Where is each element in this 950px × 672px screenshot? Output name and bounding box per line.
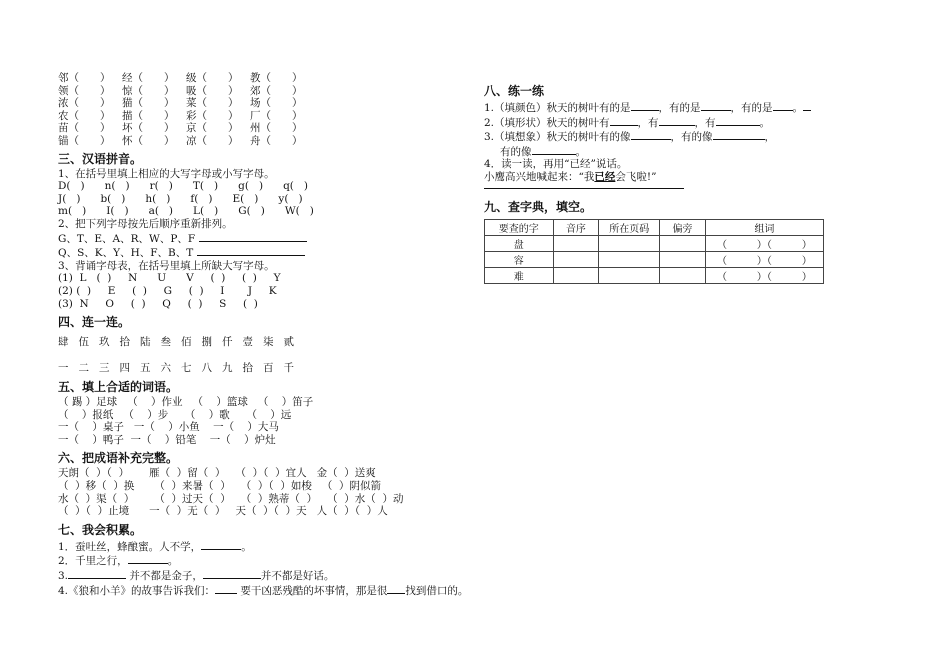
idiom-line: 天朗（ ）（ ） 雁（ ）留（ ） （ ）（ ）宜人 金（ ）送爽 [58,467,376,480]
answer-cell[interactable] [660,235,706,251]
section-9-title: 九、查字典，填空。 [484,199,593,214]
section-7-title: 七、我会积累。 [58,522,143,537]
text: 。 [575,145,586,158]
practice-line-1 [484,100,824,115]
query-char: 容 [485,251,554,267]
text: 并不都是金子， [126,570,203,583]
numeral-char[interactable]: 壹 [242,336,253,349]
blank[interactable] [68,568,126,579]
word-fill-line: （ 踢 ）足球 （ ）作业 （ ）篮球 （ ）笛子 [58,396,314,409]
section-5-title: 五、填上合适的词语。 [58,380,179,395]
numeral-char[interactable]: 肆 [58,336,69,349]
table-row [485,235,824,251]
pinyin-line [58,193,458,206]
section-4-title: 四、连一连。 [58,315,131,330]
answer-cell[interactable] [599,251,660,267]
char-cell: 苗（ ） [58,122,111,135]
upper-numerals [58,335,458,349]
blank[interactable] [716,115,760,126]
char-cell: 京（ ） [186,122,239,135]
text: ，有的是 [658,102,701,114]
practice-line-3b [484,144,824,159]
numeral-char[interactable]: 六 [160,362,171,375]
numeral-char[interactable]: 三 [99,362,110,375]
text: 。 [759,116,771,129]
idiom-line: （ ）移（ ）换 （ ）来暑（ ） （ ）（ ）如梭 （ ）阴似箭 [58,480,382,493]
char-groups [58,72,458,148]
text: 1、在括号里填上相应的大写字母或小写字母。 [58,167,275,180]
char-cell: 经（ ） [122,72,175,84]
text: 2、把下列字母按先后顺序重新排列。 [58,217,233,230]
char-row [58,135,458,148]
blank[interactable] [701,100,731,111]
idiom-line: 水（ ）渠（ ） （ ）过天（ ） （ ）熟蒂（ ） （ ）水（ ）动 [58,492,404,505]
numeral-char[interactable]: 千 [283,362,294,375]
table-header-cell: 音序 [553,219,599,235]
table-row [485,267,824,283]
numeral-char[interactable]: 七 [181,362,192,375]
blank[interactable] [773,100,793,111]
numeral-char[interactable]: 伍 [78,336,89,349]
practice-line-3 [484,129,824,144]
char-cell: 场（ ） [250,97,303,110]
idiom-line: （ ）（ ）止境 一（ ）无（ ） 天（ ）（ ）天 人（ ）（ ）人 [58,505,388,518]
pinyin-line [58,205,458,218]
word-fill-line: （ ）报纸 （ ）步 （ ）歌 （ ）远 [58,408,292,421]
char-row [58,97,458,110]
answer-blank[interactable] [197,245,305,256]
section-3-title: 三、汉语拼音。 [58,151,143,166]
char-row [58,110,458,123]
numeral-char[interactable]: 拾 [242,362,253,375]
word-fill-lines [58,396,458,446]
section-6-title: 六、把成语补充完整。 [58,451,179,466]
blank[interactable] [631,129,671,140]
char-cell: 坏（ ） [122,122,175,135]
blank[interactable] [610,115,638,126]
practice-line-4: 4．读一读，再用“已经”说话。 [484,158,628,171]
text: ，有的像 [670,131,713,144]
text: J( ) b( ) h( ) f( ) E( ) y( ) [58,192,303,205]
blank[interactable] [203,568,261,579]
text: 3. [58,570,69,583]
numeral-char[interactable]: 仟 [222,336,233,349]
numeral-char[interactable]: 拾 [119,336,130,349]
accumulate-line-4 [58,583,469,598]
pinyin-line [58,272,458,285]
text: 2.（填形状）秋天的树叶有 [484,116,610,129]
table-header-cell: 所在页码 [599,219,660,235]
table-header-row [485,219,824,235]
numeral-char[interactable]: 二 [78,362,89,375]
numeral-char[interactable]: 四 [119,362,130,375]
numeral-char[interactable]: 佰 [181,336,192,349]
blank[interactable] [387,583,405,594]
word-cell[interactable]: （ ）（ ） [705,235,823,251]
emphasis-word: 已经 [594,170,616,183]
text: ， [764,131,776,144]
word-fill-line: 一（ ）桌子 一（ ）小鱼 一（ ）大马 [58,421,279,434]
char-cell: 怀（ ） [122,134,175,147]
char-cell: 菜（ ） [186,97,239,110]
section-8-title: 八、练一练 [484,84,545,98]
answer-cell[interactable] [599,267,660,283]
text: 找到借口的。 [405,584,469,597]
text: 。 [241,540,252,553]
pinyin-line [58,260,458,273]
text: 会飞啦!” [615,170,657,183]
char-row [58,85,458,98]
blank[interactable] [631,100,659,111]
text: 要干凶恶残酷的坏事情，那是很 [237,584,388,597]
text: 有的像 [500,145,532,158]
text: ，有 [637,116,659,129]
char-row [58,122,458,135]
char-cell: 邻（ ） [58,72,111,84]
pinyin-line [58,168,458,181]
word-fill-line: 一（ ）鸭子 一（ ）铅笔 一（ ）炉灶 [58,433,276,446]
accumulate-line-1 [58,539,458,554]
query-char: 难 [485,267,554,283]
char-cell: 浓（ ） [58,97,111,110]
blank[interactable] [659,115,695,126]
text: m( ) I( ) a( ) L( ) G( ) W( ) [58,205,314,218]
char-cell: 级（ ） [186,72,239,84]
text: 3、背诵字母表，在括号里填上所缺大写字母。 [58,259,275,272]
answer-cell[interactable] [553,251,599,267]
pinyin-line [58,298,458,311]
left-column [58,72,469,597]
accumulate-line-3 [58,568,458,583]
blank[interactable] [215,583,237,594]
numeral-char[interactable]: 玖 [99,336,110,349]
numeral-char[interactable]: 叁 [160,336,171,349]
pinyin-line [58,231,458,246]
pinyin-line [58,245,458,260]
blank[interactable] [532,144,576,155]
char-cell: 猫（ ） [122,97,175,110]
text: 2．千里之行， [58,555,128,568]
text: (2) ( ) E ( ) G ( ) I J K [58,284,277,297]
numeral-char[interactable]: 八 [201,362,212,375]
numeral-char[interactable]: 贰 [283,336,294,349]
answer-cell[interactable] [660,251,706,267]
text: 小鹰高兴地喊起来：“我 [484,170,595,183]
answer-line[interactable] [484,184,684,189]
answer-cell[interactable] [553,235,599,251]
text: ，有的是 [730,102,773,114]
pinyin-line [58,180,458,193]
blank[interactable] [201,539,241,550]
blank [803,100,811,111]
char-cell: 州（ ） [250,122,303,135]
dictionary-table [484,219,824,284]
char-cell: 领（ ） [58,84,111,97]
char-row [58,72,458,85]
pinyin-line [58,285,458,298]
char-cell: 舟（ ） [250,134,303,147]
pinyin-exercises [58,168,458,311]
idiom-lines [58,467,458,517]
practice-line-2 [484,115,824,130]
answer-cell[interactable] [660,267,706,283]
text: (1) L ( ) N U V ( ) ( ) Y [58,272,281,285]
text: Q、S、K、Y、H、F、B、T [58,247,194,260]
char-cell: 教（ ） [250,72,303,84]
char-cell: 郊（ ） [250,84,303,97]
right-column [484,80,824,284]
table-header-cell: 要查的字 [485,219,554,235]
text: 1．蚕吐丝，蜂酿蜜。人不学， [58,540,202,553]
lower-numerals [58,361,458,375]
char-cell: 描（ ） [122,109,175,122]
text: 。 [792,102,804,114]
blank[interactable] [713,129,765,140]
numeral-char[interactable]: 百 [263,362,274,375]
practice-line-5 [484,171,824,184]
char-cell: 厂（ ） [250,109,303,122]
numeral-char[interactable]: 一 [58,362,69,375]
text: 1.（填颜色）秋天的树叶有的是 [484,102,631,114]
text: 4.《狼和小羊》的故事告诉我们： [58,584,216,597]
numeral-char[interactable]: 柒 [263,336,274,349]
query-char: 盘 [485,235,554,251]
numeral-char[interactable]: 五 [140,362,151,375]
blank[interactable] [128,553,168,564]
text: D( ) n( ) r( ) T( ) g( ) q( ) [58,180,309,193]
text: 并不都是好话。 [260,570,335,583]
text: G、T、E、A、R、W、P、F [58,232,196,245]
text: ，有 [694,116,716,129]
numeral-char[interactable]: 九 [222,362,233,375]
numeral-char[interactable]: 捌 [201,336,212,349]
table-row [485,251,824,267]
table-header-cell: 组词 [705,219,823,235]
char-cell: 凉（ ） [186,134,239,147]
answer-cell[interactable] [599,235,660,251]
accumulate-line-2 [58,553,458,568]
char-cell: 农（ ） [58,109,111,122]
text: 。 [167,555,179,568]
text: 3.（填想象）秋天的树叶有的像 [484,131,631,144]
answer-cell[interactable] [553,267,599,283]
char-cell: 惊（ ） [122,84,175,97]
numeral-char[interactable]: 陆 [140,336,151,349]
pinyin-line [58,218,458,231]
char-cell: 锚（ ） [58,134,111,147]
char-cell: 吸（ ） [186,84,239,97]
answer-blank[interactable] [199,231,307,242]
table-header-cell: 偏旁 [660,219,706,235]
text: (3) N O ( ) Q ( ) S ( ) [58,297,258,310]
word-cell[interactable]: （ ）（ ） [705,267,823,283]
char-cell: 彩（ ） [186,109,239,122]
word-cell[interactable]: （ ）（ ） [705,251,823,267]
